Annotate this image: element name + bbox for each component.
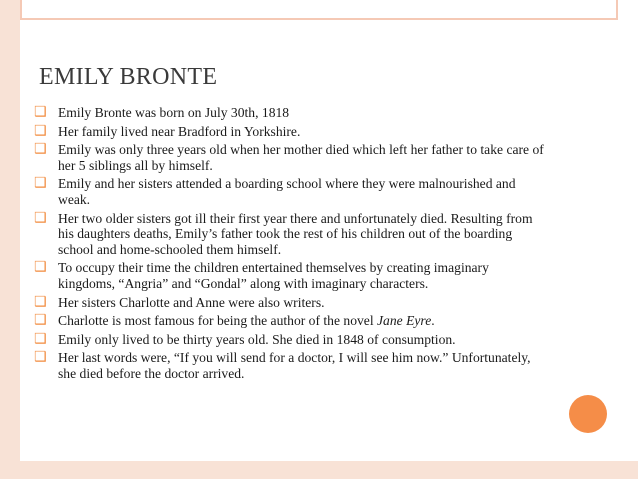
bullet-icon: ❑ (34, 175, 47, 192)
bullet-item (34, 142, 544, 173)
bullet-text: Emily was only three years old when her mother died which left her father to take care of her 5 siblings all by himself. (58, 142, 544, 173)
bullet-icon: ❑ (34, 141, 47, 158)
bullet-item (34, 124, 544, 140)
bullet-icon: ❑ (34, 293, 47, 310)
top-decorative-frame (20, 0, 618, 20)
bullet-text: Her sisters Charlotte and Anne were also writers. (58, 294, 325, 310)
bullet-icon: ❑ (34, 104, 47, 120)
bullet-item (34, 332, 544, 348)
bullet-item (34, 211, 544, 258)
bullet-text: Emily and her sisters attended a boarding school where they were malnourished and weak. (58, 176, 516, 207)
bullet-icon: ❑ (34, 259, 47, 276)
bullet-text: Emily only lived to be thirty years old. She died in 1848 of consumption. (58, 331, 456, 347)
bullet-item (34, 350, 544, 381)
bullet-list (34, 105, 544, 382)
slide-title: EMILY BRONTE (39, 64, 218, 90)
left-decorative-band (0, 0, 20, 479)
bullet-icon: ❑ (34, 330, 47, 347)
bullet-text: Her last words were, “If you will send for a doctor, I will see him now.” Unfortunately, she died before the doctor arrived. (58, 350, 531, 381)
bullet-item (34, 260, 544, 291)
bullet-item (34, 295, 544, 311)
bottom-decorative-band (0, 461, 638, 479)
bullet-text: To occupy their time the children entertained themselves by creating imaginary kingdoms, “Angria” and “Gondal” along with imaginary characters. (58, 260, 489, 291)
bullet-icon: ❑ (34, 312, 47, 329)
bullet-item (34, 176, 544, 207)
bullet-text: Her two older sisters got ill their first year there and unfortunately died. Resulting from his daughters deaths, Emily’s father took the rest of his children out of the boarding school and home-schooled them himself. (58, 210, 533, 257)
slide-content (34, 105, 544, 385)
orange-circle-decoration (569, 395, 607, 433)
bullet-icon: ❑ (34, 349, 47, 366)
bullet-text: Charlotte is most famous for being the author of the novel Jane Eyre. (58, 313, 435, 329)
bullet-text: Emily Bronte was born on July 30th, 1818 (58, 105, 290, 120)
bullet-icon: ❑ (34, 209, 47, 226)
bullet-text: Her family lived near Bradford in Yorkshire. (58, 123, 301, 139)
bullet-item (34, 313, 544, 329)
bullet-item (34, 105, 544, 121)
bullet-icon: ❑ (34, 122, 47, 139)
